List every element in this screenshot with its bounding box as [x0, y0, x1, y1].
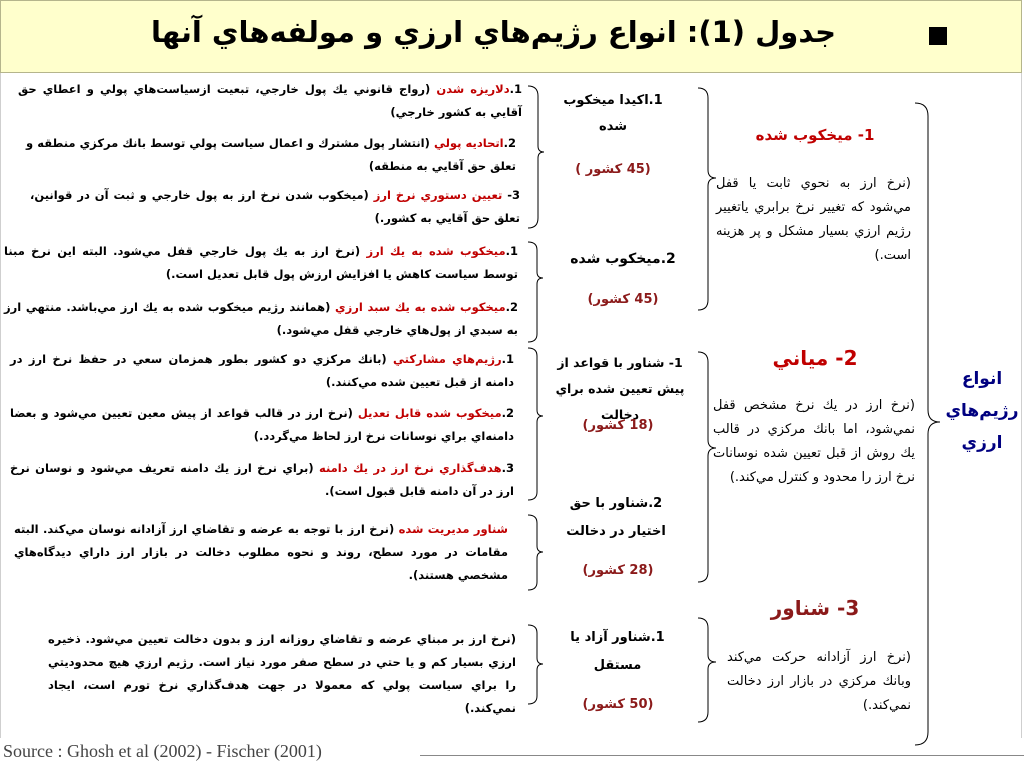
sub-3-1-title: 1.شناور آزاد يا مستقل: [570, 630, 665, 673]
item-3-1-1: (نرخ ارز بر مبناي عرضه و تقاضاي روزانه ارز و بدون دخالت تعيين مي‌شود. ذخيره ارزي بسيار كم و يا حتي در سطح صفر مورد نياز است. رژيم ارزي هيچ محدوديتي را براي سياست پولي كه معمولا در جهت هدف‌گذاري نرخ تورم است، ايجاد نمي‌كند.): [48, 632, 516, 715]
regime-1-name: 1- ميخكوب شده: [755, 126, 875, 144]
item-1-2-2: 2.ميخكوب شده به يك سبد ارزي (همانند رژيم ميخكوب شده به يك ارز مي‌باشد. منتهي ارز به سبدي از پول‌هاي خارجي قفل مي‌شود.): [4, 300, 518, 337]
item-1-2-1: 1.ميخكوب شده به يك ارز (نرخ ارز به يك پول خارجي قفل مي‌شود. البته اين نرخ مبنا توسط سياست كاهش يا افزايش ارزش پول قابل تعديل است.): [4, 244, 518, 281]
item-2-1-3: 3.هدف‌گذاري نرخ ارز در يك دامنه (براي نرخ ارز يك دامنه تعريف مي‌شود و نوسان نرخ ارز در آن دامنه قابل قبول است).: [10, 461, 514, 498]
sub-1-1-title: 1.اكيدا ميخكوب شده: [563, 93, 663, 134]
sub-2-1-title: 1- شناور با قواعد از پيش تعيين شده براي دخالت: [555, 355, 685, 422]
sub-1-2-title: 2.ميخكوب شده: [570, 251, 676, 267]
regime-3-desc: (نرخ ارز آزادانه حركت مي‌كند وبانك مركزي در بازار ارز دخالت نمي‌كند.): [727, 650, 911, 713]
sub-2-1-count: (18 كشور): [582, 418, 654, 433]
footer-divider: [420, 755, 1024, 756]
sub-2-2-title: 2.شناور با حق اختيار در دخالت: [566, 496, 666, 539]
black-square-bullet-icon: [929, 27, 947, 45]
item-2-2-1: شناور مديريت شده (نرخ ارز با توجه به عرضه و تقاضاي ارز آزادانه نوسان مي‌كند. البته مقامات در مورد سطح، روند و نحوه مطلوب دخالت در بازار ارز داراي ديدگاه‌هاي مشخصي هستند).: [14, 522, 508, 582]
sub-1-2-count: (45 كشور): [587, 292, 659, 307]
title-bar: [0, 0, 1022, 73]
regime-2-name: 2- مياني: [772, 346, 858, 370]
item-1-1-2: 2.اتحاديه پولي (انتشار پول مشترك و اعمال سياست پولي توسط بانك مركزي منطقه و تعلق حق آقايي به منطقه): [26, 136, 517, 173]
item-2-1-1: 1.رژيم‌هاي مشاركتي (بانك مركزي دو كشور بطور همزمان سعي در حفظ نرخ ارز در دامنه از قبل تعيين شده مي‌كنند.): [10, 352, 514, 389]
root-label: انواع رژيم‌هاي ارزي: [945, 369, 1019, 453]
regime-2-desc: (نرخ ارز در يك نرخ مشخص قفل نمي‌شود، اما بانك مركزي در قالب يك روش از قبل تعيين شده نوسانات نرخ ارز را محدود و كنترل مي‌كند.): [713, 398, 915, 485]
source-citation: Source : Ghosh et al (2002) - Fischer (2001): [3, 741, 322, 761]
item-1-1-1: 1.دلاريزه شدن (رواج قانوني يك پول خارجي، تبعيت ازسياست‌هاي پولي و اعطاي حق آقايي به كشور خارجي): [18, 82, 522, 119]
sub-2-2-count: (28 كشور): [582, 563, 654, 578]
sub-3-1-count: (50 كشور): [582, 697, 654, 712]
regime-1-desc: (نرخ ارز به نحوي ثابت يا قفل مي‌شود كه تغيير نرخ برابري ياتغيير رژيم ارزي بسيار مشكل و پر هزينه است.): [716, 176, 911, 263]
item-1-1-3: 3- تعيين دستوري نرخ ارز (ميخكوب شدن نرخ ارز به پول خارجي و ثبت آن در قوانين، تعلق حق آقايي به كشور.): [30, 188, 521, 225]
sub-1-1-count: (45 كشور ): [575, 162, 651, 177]
regime-3-name: 3- شناور: [770, 596, 860, 620]
item-2-1-2: 2.ميخكوب شده قابل تعديل (نرخ ارز در قالب قواعد از پيش معين تعيين مي‌شود و بعضا دامنه‌اي براي نوسانات نرخ ارز لحاظ مي‌گردد.): [10, 406, 514, 443]
page-title: جدول (1): انواع رژيم‌هاي ارزي و مولفه‌هاي آنها: [150, 15, 836, 49]
